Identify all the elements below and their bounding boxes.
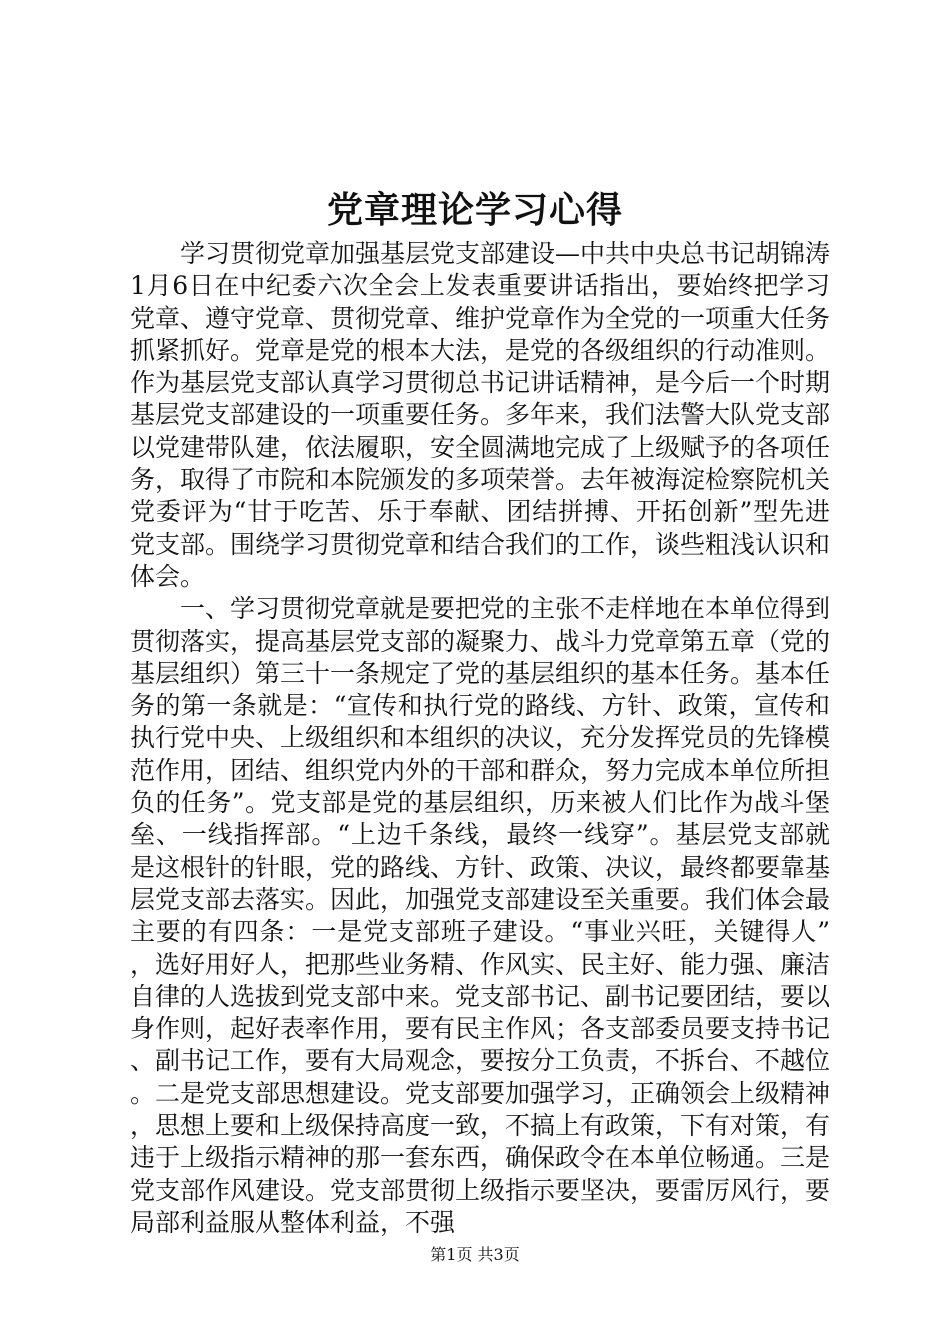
document-body	[130, 238, 830, 1239]
page-number-footer: 第1页 共3页	[430, 1245, 520, 1264]
paragraph-section-one: 一、学习贯彻党章就是要把党的主张不走样地在本单位得到贯彻落实，提高基层党支部的凝聚力、战斗力党章第五章（党的基层组织）第三十一条规定了党的基层组织的基本任务。基本任务的第一条就是：“宣传和执行党的路线、方针、政策，宣传和执行党中央、上级组织和本组织的决议，充分发挥党员的先锋模范作用，团结、组织党内外的干部和群众，努力完成本单位所担负的任务”。党支部是党的基层组织，历来被人们比作为战斗堡垒、一线指挥部。“上边千条线，最终一线穿”。基层党支部就是这根针的针眼，党的路线、方针、政策、决议，最终都要靠基层党支部去落实。因此，加强党支部建设至关重要。我们体会最主要的有四条：一是党支部班子建设。“事业兴旺，关键得人”，选好用好人，把那些业务精、作风实、民主好、能力强、廉洁自律的人选拔到党支部中来。党支部书记、副书记要团结，要以身作则，起好表率作用，要有民主作风；各支部委员要支持书记、副书记工作，要有大局观念，要按分工负责，不拆台、不越位。二是党支部思想建设。党支部要加强学习，正确领会上级精神，思想上要和上级保持高度一致，不搞上有政策，下有对策，有违于上级指示精神的那一套东西，确保政令在本单位畅通。三是党支部作风建设。党支部贯彻上级指示要坚决，要雷厉风行，要局部利益服从整体利益，不强	[130, 594, 831, 1237]
document-title: 党章理论学习心得	[326, 189, 623, 231]
paragraph-intro: 学习贯彻党章加强基层党支部建设—中共中央总书记胡锦涛1月6日在中纪委六次全会上发表重要讲话指出，要始终把学习党章、遵守党章、贯彻党章、维护党章作为全党的一项重大任务抓紧抓好。党章是党的根本大法，是党的各级组织的行动准则。作为基层党支部认真学习贯彻总书记讲话精神，是今后一个时期基层党支部建设的一项重要任务。多年来，我们法警大队党支部以党建带队建，依法履职，安全圆满地完成了上级赋予的各项任务，取得了市院和本院颁发的多项荣誉。去年被海淀检察院机关党委评为“甘于吃苦、乐于奉献、团结拼搏、开拓创新”型先进党支部。围绕学习贯彻党章和结合我们的工作，谈些粗浅认识和体会。	[130, 239, 831, 591]
